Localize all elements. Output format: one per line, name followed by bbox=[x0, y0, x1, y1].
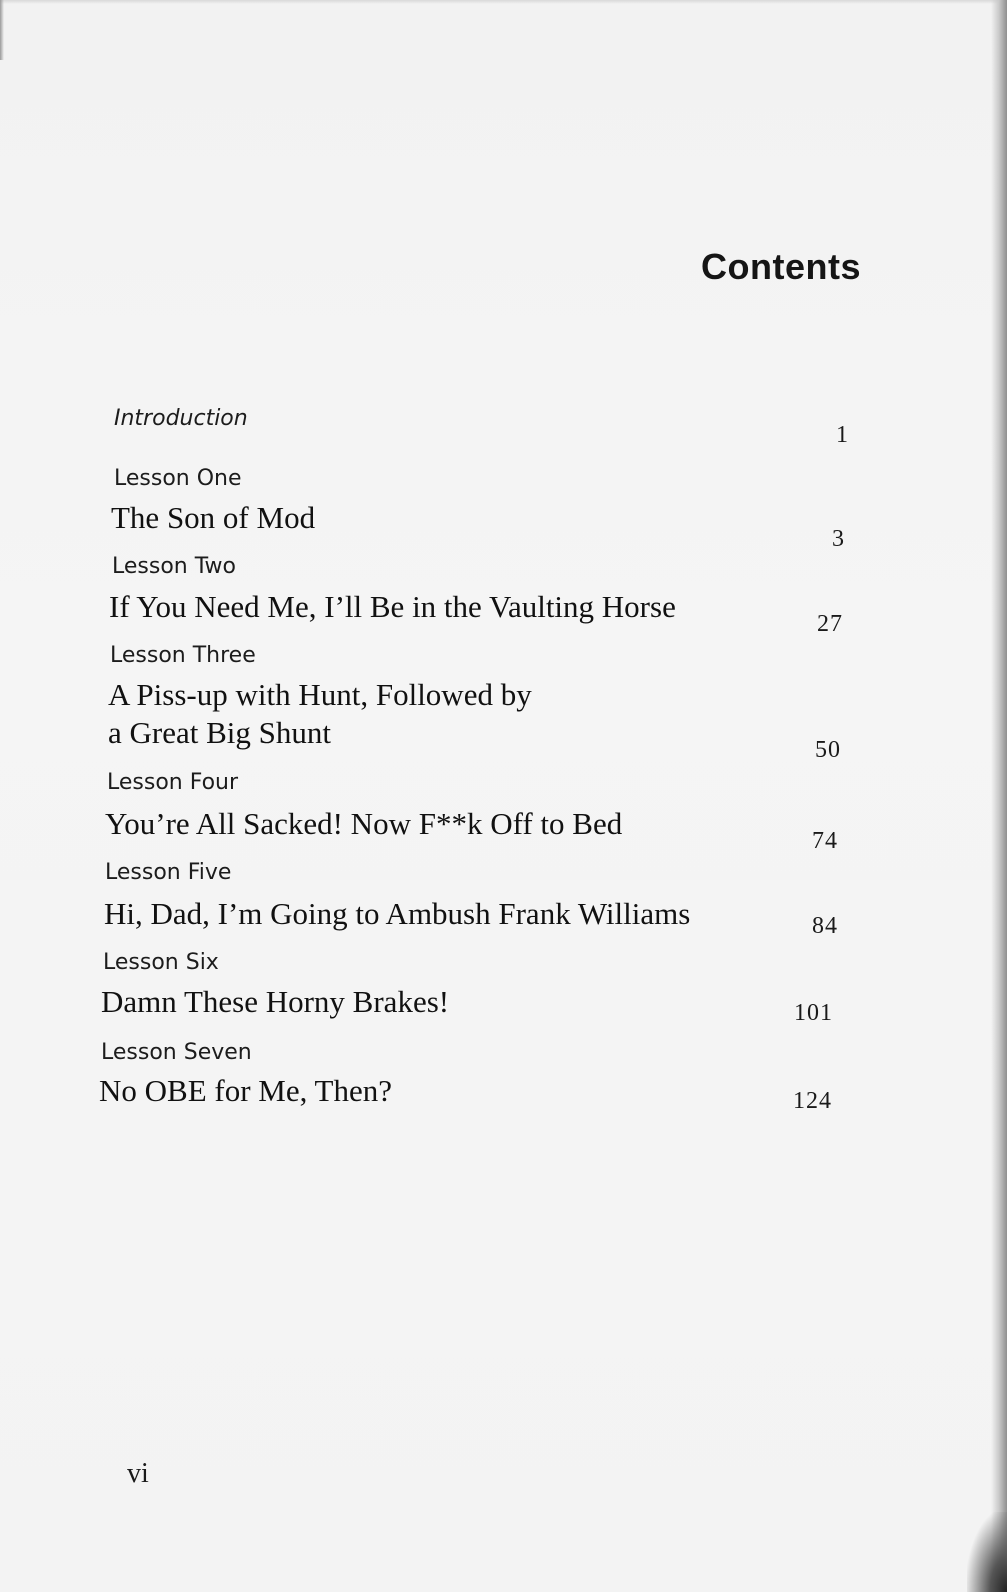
page-top-edge bbox=[0, 0, 1007, 4]
toc-label-lesson-four: Lesson Four bbox=[107, 770, 239, 795]
toc-label-lesson-seven: Lesson Seven bbox=[101, 1040, 252, 1065]
toc-label-lesson-five: Lesson Five bbox=[105, 860, 232, 885]
page-number-folio: vi bbox=[127, 1458, 149, 1489]
toc-page-introduction: 1 bbox=[836, 422, 849, 448]
toc-heading-lesson-four: You’re All Sacked! Now F**k Off to Bed bbox=[105, 806, 623, 841]
page-right-edge-shadow bbox=[991, 0, 1007, 1592]
toc-label-lesson-three: Lesson Three bbox=[110, 643, 256, 668]
toc-label-lesson-one: Lesson One bbox=[114, 466, 242, 491]
toc-heading-lesson-six: Damn These Horny Brakes! bbox=[101, 984, 450, 1019]
toc-page-lesson-two: 27 bbox=[817, 611, 843, 637]
toc-heading-lesson-three-line-1: A Piss-up with Hunt, Followed by bbox=[108, 677, 532, 712]
page-title: Contents bbox=[701, 246, 861, 287]
toc-heading-lesson-one: The Son of Mod bbox=[111, 500, 316, 535]
toc-heading-lesson-two: If You Need Me, I’ll Be in the Vaulting Horse bbox=[109, 589, 676, 624]
toc-page-lesson-seven: 124 bbox=[793, 1088, 832, 1114]
toc-heading-lesson-three-line-2: a Great Big Shunt bbox=[108, 715, 331, 750]
toc-page-lesson-six: 101 bbox=[794, 1000, 833, 1026]
toc-page-lesson-one: 3 bbox=[832, 526, 845, 552]
toc-page-lesson-five: 84 bbox=[812, 913, 838, 939]
toc-label-lesson-two: Lesson Two bbox=[112, 554, 236, 579]
toc-heading-lesson-seven: No OBE for Me, Then? bbox=[99, 1073, 393, 1108]
toc-label-introduction: Introduction bbox=[114, 406, 248, 431]
toc-page-lesson-three: 50 bbox=[815, 737, 841, 763]
toc-heading-lesson-five: Hi, Dad, I’m Going to Ambush Frank Williams bbox=[104, 896, 691, 931]
toc-label-lesson-six: Lesson Six bbox=[103, 950, 219, 975]
page-corner-shadow bbox=[967, 1512, 1007, 1592]
toc-page-lesson-four: 74 bbox=[812, 828, 838, 854]
page-left-edge bbox=[0, 0, 4, 60]
